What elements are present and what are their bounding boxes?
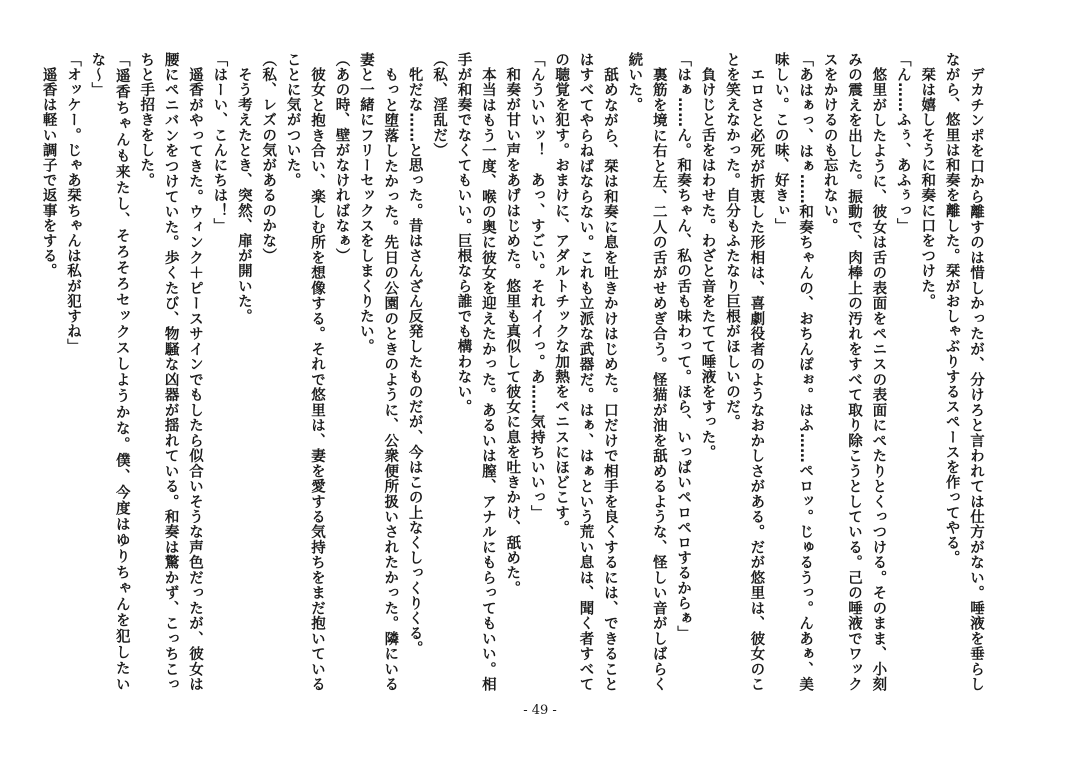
paragraph: 和奏が甘い声をあげはじめた。悠里も真似して彼女に息を吐きかけ、舐めた。	[504, 52, 521, 596]
paragraph: 栞は嬉しそうに和奏に口をつけた。	[919, 52, 936, 309]
paragraph: （私、レズの気があるのかな）	[260, 52, 277, 264]
paragraph: 本当はもう一度、喉の奥に彼女を迎えたかった。あるいは膣、アナルにもらってもいい。相手が和奏でなくてもいい。巨根なら誰でも構わない。	[455, 52, 496, 692]
paragraph: 「遥香ちゃんも来たし、そろそろセックスしようかな。僕、今度はゆりちゃんを犯したいな〜」	[89, 52, 130, 692]
paragraph: （あの時、壁がなければなぁ）	[333, 52, 350, 264]
paragraph: 負けじと舌をはわせた。わざと音をたてて唾液をすった。	[699, 52, 716, 460]
paragraph: 牝だな……と思った。昔はさんざん反発したものだが、今はこの上なくしっくりくる。	[406, 52, 423, 656]
paragraph: もっと堕落したかった。先日の公園のときのように、公衆便所扱いされたかった。隣にいる妻と一緒にフリーセックスをしまくりたい。	[357, 52, 399, 692]
page-number: - 49 -	[523, 703, 557, 718]
paragraph: 「はぁ……ん。和奏ちゃん、私の舌も味わって。ほら、いっぱいペロペロするからぁ」	[675, 52, 692, 641]
paragraph: 遥香は軽い調子で返事をする。	[40, 52, 57, 279]
paragraph: （私、淫乱だ）	[431, 52, 448, 158]
paragraph: 「はーい、こんにちは！」	[211, 52, 228, 234]
paragraph: 悠里がしたように、彼女は舌の表面をペニスの表面にぺたりとくっつける。そのまま、小刻みの震えを出した。振動で、肉棒上の汚れをすべて取り除こうとしている。己の唾液でワックスをかけるのも忘れない。	[821, 52, 887, 692]
paragraph: 遥香がやってきた。ウィンク＋ピースサインでもしたら似合いそうな声色だったが、彼女は腰にペニバンをつけていた。歩くたび、物騒な凶器が揺れている。和奏は驚かず、こっちこっちと手招きをした。	[138, 52, 203, 692]
paragraph: 「オッケー。じゃあ栞ちゃんは私が犯すね」	[64, 52, 81, 354]
paragraph: そう考えたとき、突然、扉が開いた。	[235, 52, 252, 324]
paragraph: 「ん……ふぅ、あふぅっ」	[894, 52, 911, 234]
paragraph: 舐めながら、栞は和奏に息を吐きかけはじめた。口だけで相手を良くするには、できることはすべてやらねばならない。これも立派な武器だ。はぁ、はぁという荒い息は、聞く者すべての聴覚を犯す。おまけに、アダルトチックな加熱をペニスにほどこす。	[553, 52, 618, 692]
paragraph: 「んういいッ！ あっ、すごい。それイイっ。あ……気持ちいいっ」	[528, 52, 545, 521]
paragraph: エロさと必死が折衷した形相は、喜劇役者のようなおかしさがある。だが悠里は、彼女のことを笑えなかった。自分もふたなり巨根がほしいのだ。	[723, 52, 765, 692]
paragraph: デカチンポを口から離すのは惜しかったが、分けろと言われては仕方がない。唾液を垂らしながら、悠里は和奏を離した。栞がおしゃぶりするスペースを作ってやる。	[943, 52, 984, 692]
paragraph: 裏筋を境に右と左、二人の舌がせめぎ合う。怪猫が油を舐めるような、怪しい音がしばらく続いた。	[626, 52, 667, 692]
paragraph: 彼女と抱き合い、楽しむ所を想像する。それで悠里は、妻を愛する気持ちをまだ抱いていることに気がついた。	[284, 52, 326, 692]
paragraph: 「あはぁっ、はぁ……和奏ちゃんの、おちんぽぉ。はふ……ペロッ。じゅるうっ。んあぁ、美味しい。この味、好きぃ」	[772, 52, 814, 692]
vertical-text-body	[40, 52, 988, 692]
